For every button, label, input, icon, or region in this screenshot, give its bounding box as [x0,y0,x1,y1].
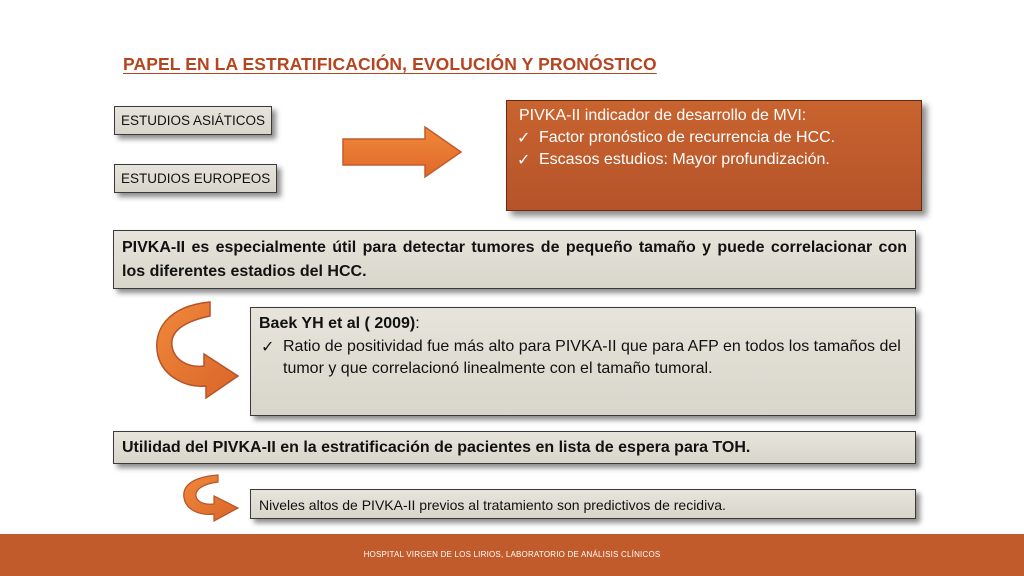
baek-heading [259,313,907,336]
utilidad-text: Utilidad del PIVKA-II en la estratificación de pacientes en lista de espera para TOH. [122,439,751,456]
list-item [515,127,913,149]
mvi-list [515,127,913,171]
label-estudios-asiaticos: ESTUDIOS ASIÁTICOS [114,106,272,135]
slide-title: PAPEL EN LA ESTRATIFICACIÓN, EVOLUCIÓN Y PRONÓSTICO [123,54,657,74]
baek-item-text: Ratio de positividad fue más alto para PIVKA-II que para AFP en todos los tamaños del tumor y que correlacionó linealmente con el tamaño tumoral. [283,337,901,377]
list-item [515,149,913,171]
pivka-statement-box [113,230,916,289]
checkmark-icon: ✓ [261,336,275,356]
mvi-indicator-box [506,100,922,211]
checkmark-icon: ✓ [517,150,531,169]
pivka-statement-text: PIVKA-II es especialmente útil para detectar tumores de pequeño tamaño y puede correlacionar con los diferentes estadios del HCC. [122,239,907,280]
curved-arrow-icon [148,298,248,408]
label-estudios-europeos: ESTUDIOS EUROPEOS [114,164,277,193]
right-arrow-icon [341,125,465,179]
footer-bar [0,534,1024,576]
mvi-item-text: Factor pronóstico de recurrencia de HCC. [539,129,836,146]
utilidad-box [113,431,916,464]
footer-text: HOSPITAL VIRGEN DE LOS LIRIOS, LABORATORIO DE ANÁLISIS CLÍNICOS [363,550,661,559]
curved-arrow-icon [178,472,242,522]
baek-study-box [250,307,916,416]
niveles-box [250,489,916,519]
baek-suffix: : [415,315,420,332]
baek-citation: Baek YH et al ( 2009) [259,315,416,332]
baek-list [259,336,907,381]
niveles-text: Niveles altos de PIVKA-II previos al tratamiento son predictivos de recidiva. [259,497,726,513]
list-item [259,336,907,381]
mvi-heading: PIVKA-II indicador de desarrollo de MVI: [519,107,807,124]
mvi-item-text: Escasos estudios: Mayor profundización. [539,151,830,168]
checkmark-icon: ✓ [517,128,531,147]
